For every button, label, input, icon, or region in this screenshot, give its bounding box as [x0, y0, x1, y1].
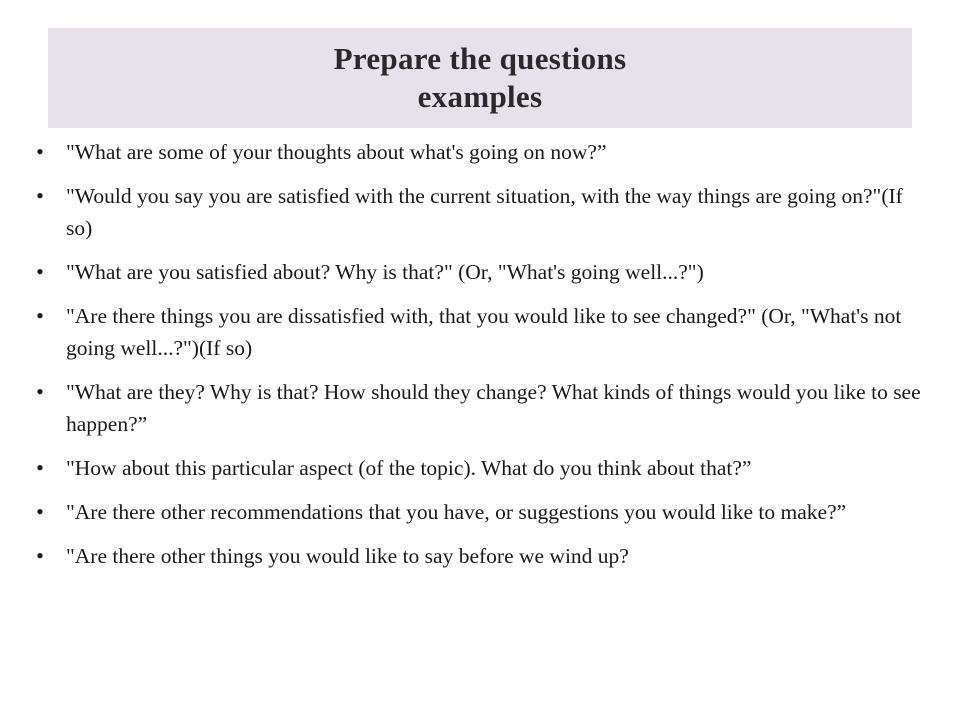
- bullet-text: "What are some of your thoughts about what's going on now?”: [66, 140, 607, 164]
- bullet-dot-icon: •: [36, 455, 44, 480]
- bullet-dot-icon: •: [36, 259, 44, 284]
- title-box: [48, 28, 912, 128]
- bullet-item: [34, 376, 924, 440]
- bullet-dot-icon: •: [36, 499, 44, 524]
- bullet-text: "What are they? Why is that? How should they change? What kinds of things would you like to see happen?”: [66, 380, 921, 436]
- bullet-text: "How about this particular aspect (of the topic). What do you think about that?”: [66, 456, 752, 480]
- bullet-item: [34, 180, 924, 244]
- bullet-dot-icon: •: [36, 303, 44, 328]
- bullet-text: "Would you say you are satisfied with the current situation, with the way things are going on?"(If so): [66, 184, 903, 240]
- bullet-item: [34, 300, 924, 364]
- bullet-text: "Are there other recommendations that you have, or suggestions you would like to make?”: [66, 500, 847, 524]
- bullet-item: [34, 452, 924, 484]
- bullet-list: [34, 136, 924, 584]
- bullet-item: [34, 256, 924, 288]
- slide-title-line-2: examples: [417, 79, 543, 114]
- bullet-text: "Are there other things you would like to say before we wind up?: [66, 544, 629, 568]
- bullet-text: "What are you satisfied about? Why is that?" (Or, "What's going well...?"): [66, 260, 704, 284]
- bullet-dot-icon: •: [36, 183, 44, 208]
- slide-title-line-1: Prepare the questions: [333, 41, 627, 76]
- bullet-item: [34, 136, 924, 168]
- bullet-text: "Are there things you are dissatisfied with, that you would like to see changed?" (Or, "What's not going well...?")(If so): [66, 304, 902, 360]
- bullet-item: [34, 540, 924, 572]
- bullet-dot-icon: •: [36, 139, 44, 164]
- bullet-dot-icon: •: [36, 379, 44, 404]
- bullet-item: [34, 496, 924, 528]
- bullet-dot-icon: •: [36, 543, 44, 568]
